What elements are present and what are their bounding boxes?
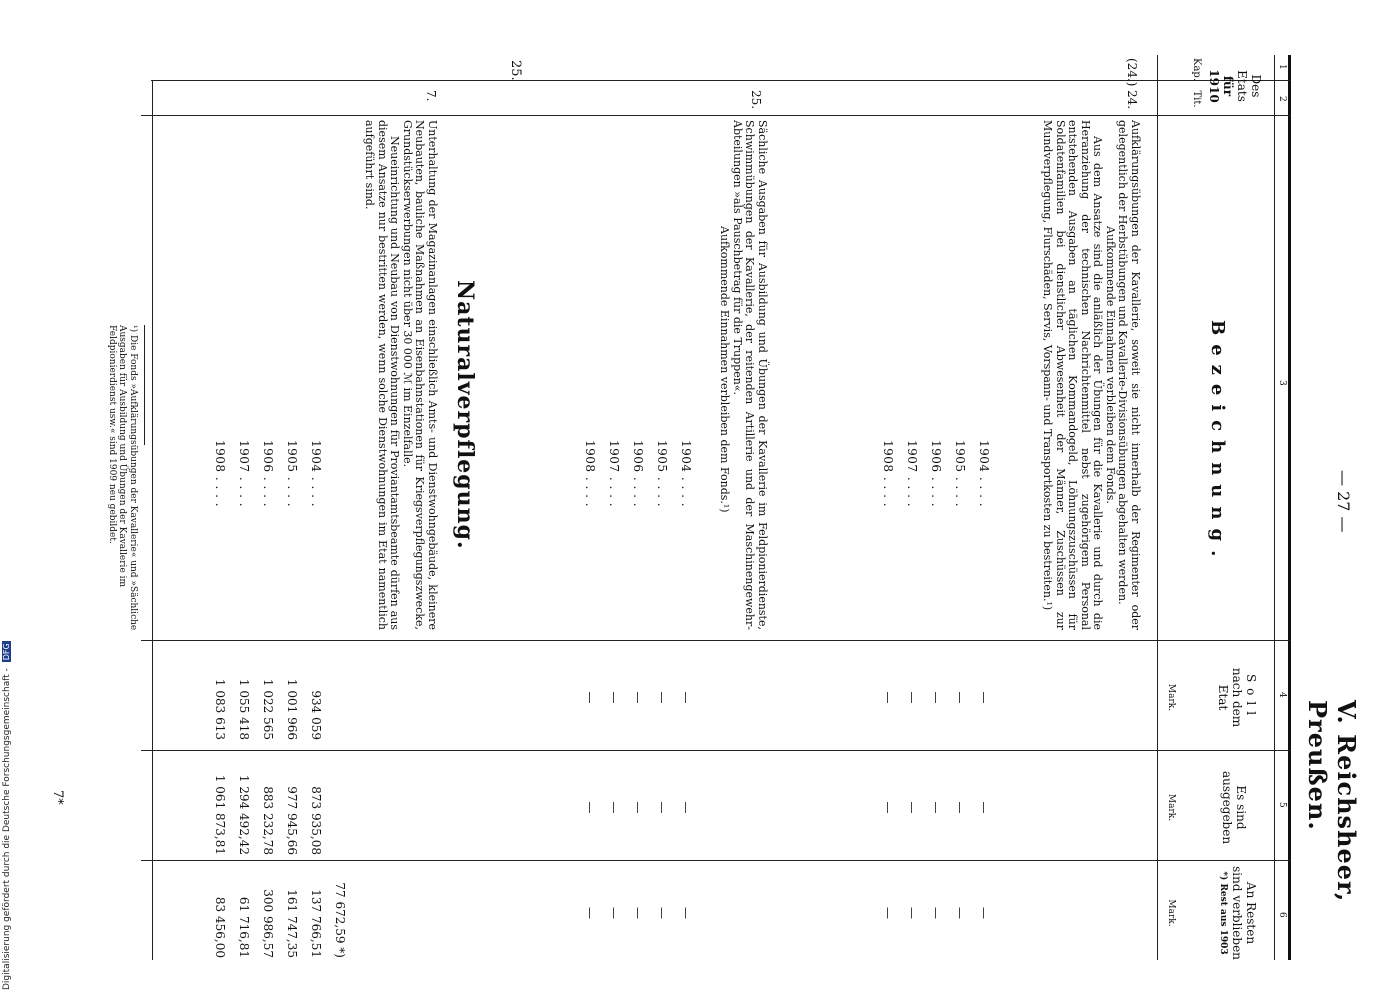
page-number: — 27 — <box>1334 470 1353 533</box>
reste-cell: 61 716,81 <box>237 896 251 958</box>
ausgegeben-cell: — <box>929 801 943 814</box>
year-row: 1907 . . . . <box>237 440 251 508</box>
section-24-para-3: Aus dem Ansatze sind die anläßlich der Übungen für die Kavallerie und durch die Heranziehung der technischen Nachrichtenmittel nebst zugehörigem Personal entstehenden Ausgaben an täglichen Kommandogeld, Löhnungszuschüssen für Soldatenfamilien bei dienstlicher Abwesenheit der Männer, Zuschüssen zur Mundverpflegung, Flurschäden, Servis, Vorspann- und Transportkosten zu bestreiten.¹) <box>1041 120 1105 630</box>
ausgegeben-cell: — <box>905 801 919 814</box>
col-number-3: 3 <box>1277 380 1287 386</box>
ausgegeben-cell: — <box>881 801 895 814</box>
table-top-rule <box>1288 55 1291 960</box>
reste-cell: 300 986,57 <box>261 889 275 958</box>
etat-header <box>1207 58 1263 114</box>
page-signature: 7* <box>50 790 65 805</box>
kap-25-margin: 25. <box>508 60 523 81</box>
reste-cell: — <box>583 907 597 919</box>
reste-cell: — <box>977 907 991 919</box>
year-row: 1906 . . . . <box>261 440 275 508</box>
year-row: 1908 . . . . <box>881 440 895 508</box>
section-25-reste <box>573 866 693 960</box>
ausgegeben-cell: — <box>655 801 669 814</box>
year-row: 1905 . . . . <box>953 440 967 508</box>
soll-cell: 1 022 565 <box>261 678 275 740</box>
year-row: 1904 . . . . <box>977 440 991 508</box>
section-25-ausgegeben <box>573 760 693 855</box>
naturalverpflegung-soll <box>203 650 323 740</box>
soll-cell: — <box>929 691 943 704</box>
soll-cell: — <box>953 691 967 704</box>
reste-header-line-2: sind verblieben <box>1230 866 1244 960</box>
ausgegeben-cell: 1 294 492,42 <box>237 774 251 855</box>
year-row: 1904 . . . . <box>309 440 323 508</box>
section-25-para-2: Aufkommende Einnahmen verbleiben dem Fonds.¹) <box>718 226 732 513</box>
naturalverpflegung-years <box>203 440 323 640</box>
ausgegeben-cell: 977 945,66 <box>285 786 299 855</box>
soll-cell: — <box>655 691 669 704</box>
reste-cell: — <box>905 907 919 919</box>
reste-cell: — <box>881 907 895 919</box>
section-24-soll <box>871 650 991 745</box>
col-number-6: 6 <box>1277 912 1287 918</box>
naturalverpflegung-para-1: Unterhaltung der Magazinanlagen einschließlich Amts- und Dienstwohngebäude, kleinere Neubauten, bauliche Maßnahmen an Eisenbahnstationen für Kriegsverpflegungszwecke, Grundstückserwerbungen nicht über 30 000 ℳ im Einzelfalle. <box>401 120 439 630</box>
reste-cell: 77 672,59 *) <box>333 882 347 958</box>
year-row: 1907 . . . . <box>607 440 621 508</box>
reste-cell: — <box>655 907 669 919</box>
chapter-title: V. Reichsheer, Preußen. <box>1303 700 1361 903</box>
soll-cell: — <box>977 691 991 704</box>
year-row: 1908 . . . . <box>583 440 597 508</box>
column-number-rule <box>1274 55 1275 960</box>
section-25-para-1: Sächliche Ausgaben für Ausbildung und Übungen der Kavallerie im Feldpionierdienste, Schwimmübungen der Kavallerie, der reitenden Artillerie und der Maschinengewehr-Abteilungen »als Pauschbetrag für die Truppen«. <box>731 120 769 630</box>
col-number-4: 4 <box>1277 692 1287 698</box>
section-25-text <box>718 120 768 630</box>
soll-cell: — <box>607 691 621 704</box>
reste-unit: Mark. <box>1166 899 1176 927</box>
soll-cell: — <box>905 691 919 704</box>
reste-header <box>1216 866 1258 960</box>
col-number-1: 1 <box>1277 64 1287 70</box>
col-number-2: 2 <box>1277 96 1287 102</box>
soll-header-line-2: nach dem <box>1230 667 1244 728</box>
reste-cell: 83 456,00 <box>213 896 227 958</box>
ausgegeben-cell: 873 935,08 <box>309 786 323 855</box>
soll-cell: 1 001 966 <box>285 678 299 740</box>
header-bottom-rule <box>1157 55 1158 960</box>
ausgegeben-header <box>1220 760 1248 855</box>
naturalverpflegung-text <box>363 120 438 630</box>
section-24-para-1: Aufklärungsübungen der Kavallerie, soweit sie nicht innerhalb der Regimenter oder gelegentlich der Herbstübungen und Kavallerie-Divisionsübungen abgehalten werden. <box>1116 120 1142 630</box>
section-24-text <box>1041 120 1141 630</box>
col-divider-2 <box>141 115 1291 116</box>
reste-cell: — <box>607 907 621 919</box>
year-row: 1907 . . . . <box>905 440 919 508</box>
tit-7: 7. <box>424 90 438 102</box>
footnote-rule <box>144 325 145 445</box>
reste-cell: — <box>953 907 967 919</box>
col-divider-1 <box>151 80 1291 81</box>
bezeichnung-header: Bezeichnung. <box>1207 320 1228 566</box>
section-24-ausgegeben <box>871 760 991 855</box>
ausgegeben-cell: — <box>953 801 967 814</box>
section-24-years <box>871 440 991 640</box>
soll-header <box>1216 650 1258 745</box>
tit-25: 25. <box>749 90 763 110</box>
ausgegeben-cell: — <box>631 801 645 814</box>
tit-header: Tit. <box>1191 90 1202 108</box>
section-25-years <box>573 440 693 640</box>
etat-header-line-1: Des Etats <box>1235 70 1263 102</box>
footnote: ¹) Die Fonds »Aufklärungsübungen der Kavallerie« und »Sächliche Ausgaben für Ausbildung und Übungen der Kavallerie im Feldpionierdienst usw.« sind 1909 neu gebildet. <box>107 325 138 631</box>
reste-header-line-1: An Resten <box>1244 881 1258 945</box>
year-row: 1905 . . . . <box>285 440 299 508</box>
col-number-5: 5 <box>1277 802 1287 808</box>
year-row: 1908 . . . . <box>213 440 227 508</box>
soll-cell: — <box>881 691 895 704</box>
kap-24: (24.) <box>1125 58 1139 87</box>
section-24-reste <box>871 866 991 960</box>
etat-header-line-2: für 1910 <box>1207 69 1235 103</box>
reste-cell: 161 747,35 <box>285 889 299 958</box>
soll-cell: — <box>631 691 645 704</box>
ausgegeben-cell: — <box>607 801 621 814</box>
reste-cell: 137 766,51 <box>309 889 323 958</box>
section-divider-rule <box>152 80 153 960</box>
soll-cell: — <box>679 691 693 704</box>
naturalverpflegung-heading: Naturalverpflegung. <box>452 280 478 550</box>
ausgegeben-cell: — <box>583 801 597 814</box>
section-25-soll <box>573 650 693 745</box>
year-row: 1906 . . . . <box>631 440 645 508</box>
section-24-para-2: Aufkommende Einnahmen verbleiben dem Fonds. <box>1104 226 1117 504</box>
soll-unit: Mark. <box>1166 683 1176 712</box>
ausgegeben-unit: Mark. <box>1166 793 1176 822</box>
ausgegeben-header-line-2: ausgegeben <box>1220 770 1234 845</box>
soll-cell: 1 083 613 <box>213 678 227 740</box>
reste-cell: — <box>679 907 693 919</box>
naturalverpflegung-para-2: Neueinrichtung und Neubau von Dienstwohnungen für Proviantamtsbeamte dürfen aus diesem Ansatze nur bestritten werden, wenn solche Dienstwohnungen im Etat namentlich aufgeführt sind. <box>363 120 402 630</box>
soll-header-line-1: Soll <box>1244 673 1258 722</box>
tit-24: 24. <box>1125 90 1139 110</box>
col-divider-3 <box>141 640 1291 641</box>
ausgegeben-cell: 883 232,78 <box>261 786 275 855</box>
kap-header: Kap. <box>1191 58 1202 82</box>
col-divider-4 <box>141 750 1291 751</box>
col-divider-5 <box>141 860 1291 861</box>
soll-cell: 934 059 <box>309 690 323 740</box>
naturalverpflegung-reste <box>203 862 347 958</box>
soll-header-line-3: Etat <box>1216 684 1230 711</box>
ausgegeben-cell: — <box>679 801 693 814</box>
ausgegeben-header-line-1: Es sind <box>1234 785 1248 830</box>
dfg-logo: DFG <box>2 643 11 661</box>
naturalverpflegung-ausgegeben <box>203 755 323 855</box>
reste-header-line-3: *) Rest aus 1903 <box>1218 871 1228 955</box>
soll-cell: 1 055 418 <box>237 678 251 740</box>
soll-cell: — <box>583 691 597 704</box>
reste-cell: — <box>631 907 645 919</box>
year-row: 1906 . . . . <box>929 440 943 508</box>
year-row: 1904 . . . . <box>679 440 693 508</box>
ausgegeben-cell: 1 061 873,81 <box>213 774 227 855</box>
reste-cell: — <box>929 907 943 919</box>
digitization-credit-text: Digitalisierung gefördert durch die Deutsche Forschungsgemeinschaft - <box>2 668 12 990</box>
ausgegeben-cell: — <box>977 801 991 814</box>
year-row: 1905 . . . . <box>655 440 669 508</box>
